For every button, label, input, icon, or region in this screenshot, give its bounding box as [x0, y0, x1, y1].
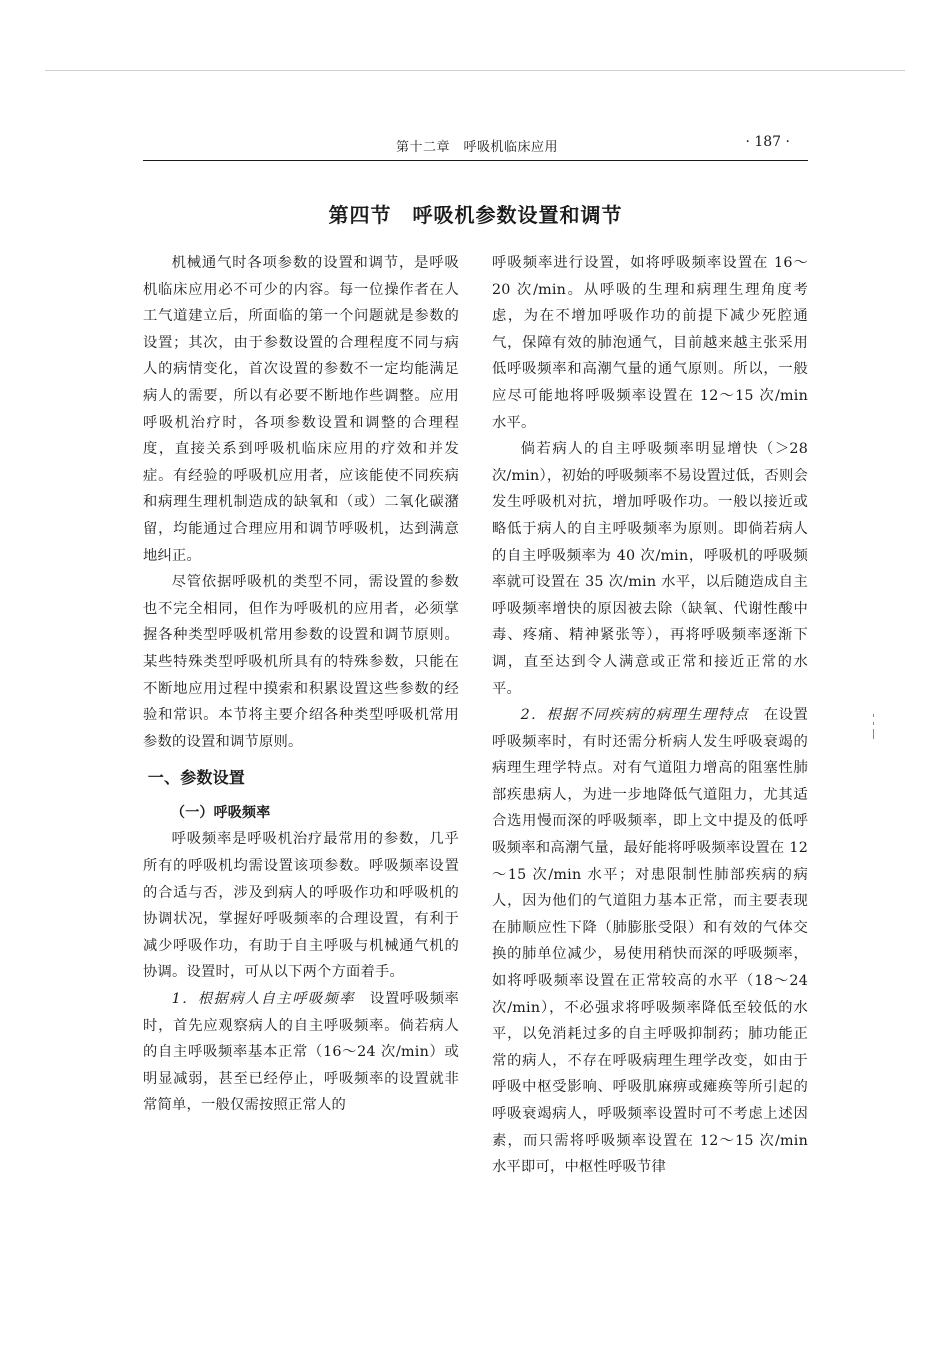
intro-paragraph-2: 尽管依据呼吸机的类型不同，需设置的参数也不完全相同，但作为呼吸机的应用者，必须掌握各种类型呼吸机常用参数的设置和调节原则。某些特殊类型呼吸机所具有的特殊参数，只能在不断地应用过程中摸索和积累设置这些参数的经验和常识。本节将主要介绍各种类型呼吸机常用参数的设置和调节原则。 — [143, 574, 459, 750]
item-2-text: 在设置呼吸频率时，有时还需分析病人发生呼吸衰竭的病理生理学特点。对有气道阻力增高的阻塞性肺部疾患病人，为进一步地降低气道阻力，尤其适合选用慢而深的呼吸频率，即上文中提及的低呼吸频率和高潮气量，最好能将呼吸频率设置在 12～15 次/min 水平；对患限制性肺部疾病的病人，因为他们的气道阻力基本正常，而主要表现在肺顺应性下降（肺膨胀受限）和有效的气体交换的肺单位减少，易使用稍快而深的呼吸频率，如将呼吸频率设置在正常较高的水平（18～24 次/min），不必强求将呼吸频率降低至较低的水平，以免消耗过多的自主呼吸抑制药；肺功能正常的病人，不存在呼吸病理生理学改变，如由于呼吸中枢受影响、呼吸肌麻痹或瘫痪等所引起的呼吸衰竭病人，呼吸频率设置时可不考虑上述因素，而只需将呼吸频率设置在 12～15 次/min 水平即可，中枢性呼吸节律 — [492, 707, 808, 1176]
continued-paragraph: 呼吸频率进行设置，如将呼吸频率设置在 16～20 次/min。从呼吸的生理和病理生理角度考虑，为在不增加呼吸作功的前提下减少死腔通气，保障有效的肺泡通气，目前越来越主张采用低呼吸频率和高潮气量的通气原则。所以，一般应尽可能地将呼吸频率设置在 12～15 次/min 水平。 — [492, 255, 808, 431]
item-1-paragraph — [143, 986, 459, 1119]
page-number: · 187 · — [745, 134, 790, 150]
fast-rate-paragraph: 倘若病人的自主呼吸频率明显增快（＞28 次/min），初始的呼吸频率不易设置过低，否则会发生呼吸机对抗，增加呼吸作功。一般以接近或略低于病人的自主呼吸频率为原则。即倘若病人的自主呼吸频率为 40 次/min，呼吸机的呼吸频率就可设置在 35 次/min 水平，以后随造成自主呼吸频率增快的原因被去除（缺氧、代谢性酸中毒、疼痛、精神紧张等），再将呼吸频率逐渐下调，直至达到令人满意或正常和接近正常的水平。 — [492, 441, 808, 697]
scan-artifact-mark — [873, 722, 874, 725]
header-rule — [143, 160, 808, 161]
left-column — [143, 250, 459, 1119]
item-1-title: 1．根据病人自主呼吸频率 — [171, 991, 355, 1008]
running-header — [143, 134, 808, 156]
heading-parameter-settings: 一、参数设置 — [147, 768, 245, 788]
chapter-title: 第十二章 呼吸机临床应用 — [396, 140, 559, 155]
item-2-paragraph — [492, 702, 808, 1181]
heading-respiratory-rate: （一）呼吸频率 — [171, 804, 271, 821]
scan-artifact-mark — [873, 714, 874, 717]
scan-edge-line — [45, 70, 905, 71]
respiratory-rate-paragraph: 呼吸频率是呼吸机治疗最常用的参数，几乎所有的呼吸机均需设置该项参数。呼吸频率设置的合适与否，涉及到病人的呼吸作功和呼吸机的协调状况，掌握好呼吸频率的合理设置，有利于减少呼吸作功，有助于自主呼吸与机械通气机的协调。设置时，可从以下两个方面着手。 — [143, 831, 459, 981]
intro-paragraph-1: 机械通气时各项参数的设置和调节，是呼吸机临床应用必不可少的内容。每一位操作者在人工气道建立后，所面临的第一个问题就是参数的设置；其次，由于参数设置的合理程度不同与病人的病情变化，首次设置的参数不一定均能满足病人的需要，所以有必要不断地作些调整。应用呼吸机治疗时，各项参数设置和调整的合理程度，直接关系到呼吸机临床应用的疗效和并发症。有经验的呼吸机应用者，应该能使不同疾病和病理生理机制造成的缺氧和（或）二氧化碳潴留，均能通过合理应用和调节呼吸机，达到满意地纠正。 — [143, 255, 459, 564]
item-1-text: 设置呼吸频率时，首先应观察病人的自主呼吸频率。倘若病人的自主呼吸频率基本正常（16～24 次/min）或明显减弱，甚至已经停止，呼吸频率的设置就非常简单，一般仅需按照正常人的 — [143, 991, 459, 1114]
item-2-title: 2．根据不同疾病的病理生理特点 — [520, 707, 750, 724]
section-title: 第四节 呼吸机参数设置和调节 — [328, 203, 623, 227]
right-column — [492, 250, 808, 1181]
scan-artifact-mark — [873, 729, 874, 739]
